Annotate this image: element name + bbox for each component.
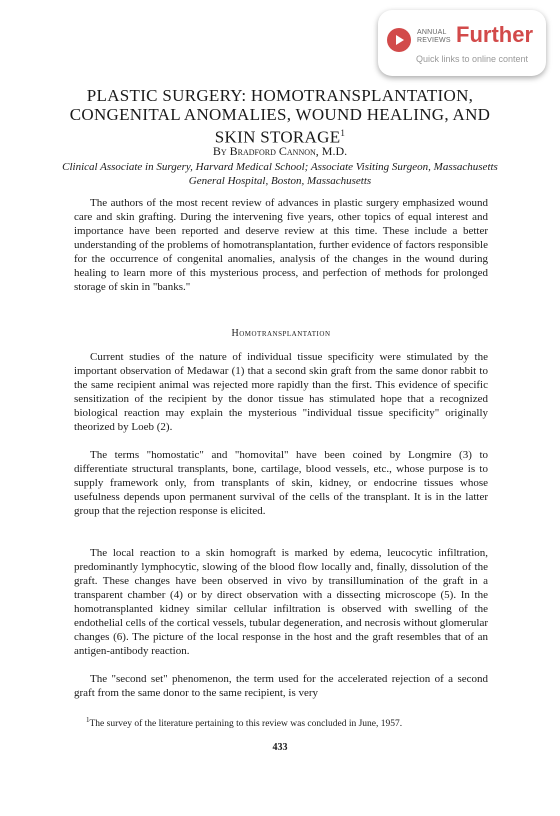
body-paragraph-2: The terms "homostatic" and "homovital" have been coined by Longmire (3) to differentiate structural transplants, bone, cartilage, blood vessels, etc., whose purpose is to supply framework only, from transplants of skin, kidney, or endocrine tissues whose usefulness depends upon permanent survival of the cells of the transplant. It is in the latter group that the rejection response is elicited. — [74, 449, 488, 517]
body-paragraph-1: Current studies of the nature of individual tissue specificity were stimulated by the important observation of Medawar (1) that a second skin graft from the same donor rabbit to the same recipient animal was rejected more rapidly than the first. This evidence of specific sensitization of the recipient by the donor tissue has stimulated hope that a recognized biological reaction may explain the mysterious "individual tissue specificity" originally theorized by Loeb (2). — [74, 351, 488, 433]
author-name: Bradford Cannon, M.D. — [229, 144, 348, 158]
footnote-mark: 1 — [86, 716, 90, 724]
author-line — [60, 144, 500, 159]
section-heading: Homotransplantation — [231, 328, 331, 339]
page-number: 433 — [272, 742, 288, 753]
article-title-text: PLASTIC SURGERY: HOMOTRANSPLANTATION, CONGENITAL ANOMALIES, WOUND HEALING, AND SKIN STORAGE — [69, 86, 491, 147]
play-icon — [387, 28, 411, 52]
annual-reviews-logo-text — [417, 29, 451, 45]
article-title — [60, 86, 500, 147]
further-subtitle: Quick links to online content — [416, 54, 529, 64]
body-paragraph-3: The local reaction to a skin homograft is marked by edema, leucocytic infiltration, predominantly lymphocytic, slowing of the blood flow locally and, finally, dissolution of the graft. These changes have been observed in vivo by transillumination of the graft in a transparent chamber (4) or by direct observation with a dissecting microscope (5). In the homotransplanted kidney similar cellular infiltration is observed with swelling of the endothelial cells of the cortical vessels, tubular degeneration, and necrosis without glomerular changes (6). The picture of the local response in the host and the graft resembles that of an antigen-antibody reaction. — [74, 547, 488, 657]
annual-reviews-further-badge[interactable] — [378, 10, 546, 76]
brand-line-1: ANNUAL — [417, 29, 447, 36]
author-affiliation: Clinical Associate in Surgery, Harvard Medical School; Associate Visiting Surgeon, Massachusetts General Hospital, Boston, Massachusetts — [62, 161, 498, 187]
intro-paragraph: The authors of the most recent review of advances in plastic surgery emphasized wound care and skin grafting. During the intervening five years, other topics of equal interest and importance have been reported and deserve review at this time. These include a better understanding of the problems of homotransplantation, further evidence of factors responsible for the occurrence of congenital anomalies, analysis of the changes in the wound during healing to learn more of this mysterious process, and perfection of methods for prolonged storage of skin in "banks." — [74, 197, 488, 293]
title-footnote-mark[interactable]: 1 — [340, 128, 346, 138]
further-wordmark: Further — [456, 22, 533, 47]
footnote-text: The survey of the literature pertaining to this review was concluded in June, 1957. — [89, 719, 403, 730]
body-paragraph-4: The "second set" phenomenon, the term used for the accelerated rejection of a second graft from the same donor to the same recipient, is very — [74, 673, 488, 699]
brand-line-2: REVIEWS — [417, 37, 451, 44]
author-prefix: By — [212, 144, 227, 158]
footnote — [74, 714, 488, 731]
